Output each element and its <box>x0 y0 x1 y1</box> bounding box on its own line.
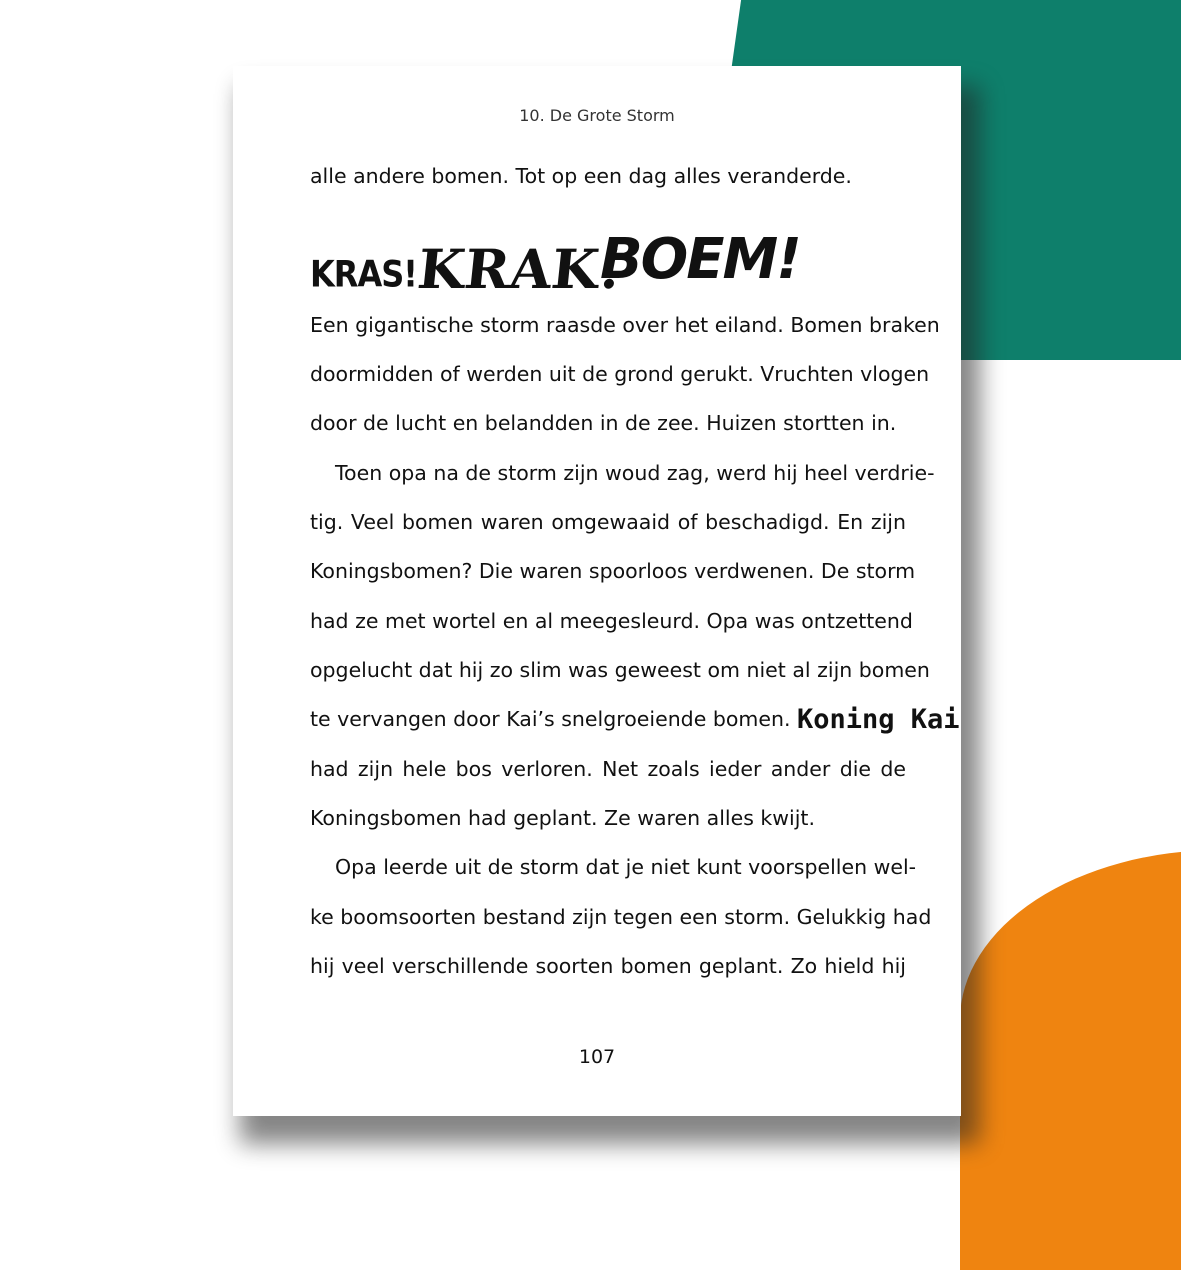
text-line: ke boomsoorten bestand zijn tegen een storm. Gelukkig had <box>310 905 932 929</box>
text-line: hij veel verschillende soorten bomen geplant. Zo hield hij <box>310 954 906 978</box>
orange-background-shape <box>960 850 1181 1270</box>
text-line: Koningsbomen? Die waren spoorloos verdwenen. De storm <box>310 559 916 583</box>
text-line: had ze met wortel en al meegesleurd. Opa was ontzettend <box>310 609 913 633</box>
text-line: alle andere bomen. Tot op een dag alles veranderde. <box>310 164 852 188</box>
text-line: had zijn hele bos verloren. Net zoals ieder ander die de <box>310 757 906 781</box>
page-number: 107 <box>578 1046 616 1068</box>
text-line: Een gigantische storm raasde over het eiland. Bomen braken <box>310 313 940 337</box>
text-line: Opa leerde uit de storm dat je niet kunt voorspellen wel- <box>335 855 917 879</box>
text-line: doormidden of werden uit de grond gerukt. Vruchten vlogen <box>310 362 930 386</box>
text-line: opgelucht dat hij zo slim was geweest om niet al zijn bomen <box>310 658 930 682</box>
text-line: Toen opa na de storm zijn woud zag, werd hij heel verdrie- <box>335 461 935 485</box>
running-head: 10. De Grote Storm <box>519 106 675 125</box>
text-line: tig. Veel bomen waren omgewaaid of beschadigd. En zijn <box>310 510 906 534</box>
sfx-krak: KRAK! <box>414 237 626 301</box>
sfx-boem: BOEM! <box>600 227 800 292</box>
text-fragment: te vervangen door Kai’s snelgroeiende bomen. <box>310 707 791 731</box>
text-line: Koningsbomen had geplant. Ze waren alles kwijt. <box>310 806 815 830</box>
text-line: door de lucht en belandden in de zee. Huizen stortten in. <box>310 411 897 435</box>
sfx-kras: KRAS! <box>310 252 417 296</box>
book-page <box>233 66 961 1116</box>
text-line-with-koning-kai <box>310 704 960 735</box>
koning-kai-name: Koning Kai <box>797 704 960 735</box>
